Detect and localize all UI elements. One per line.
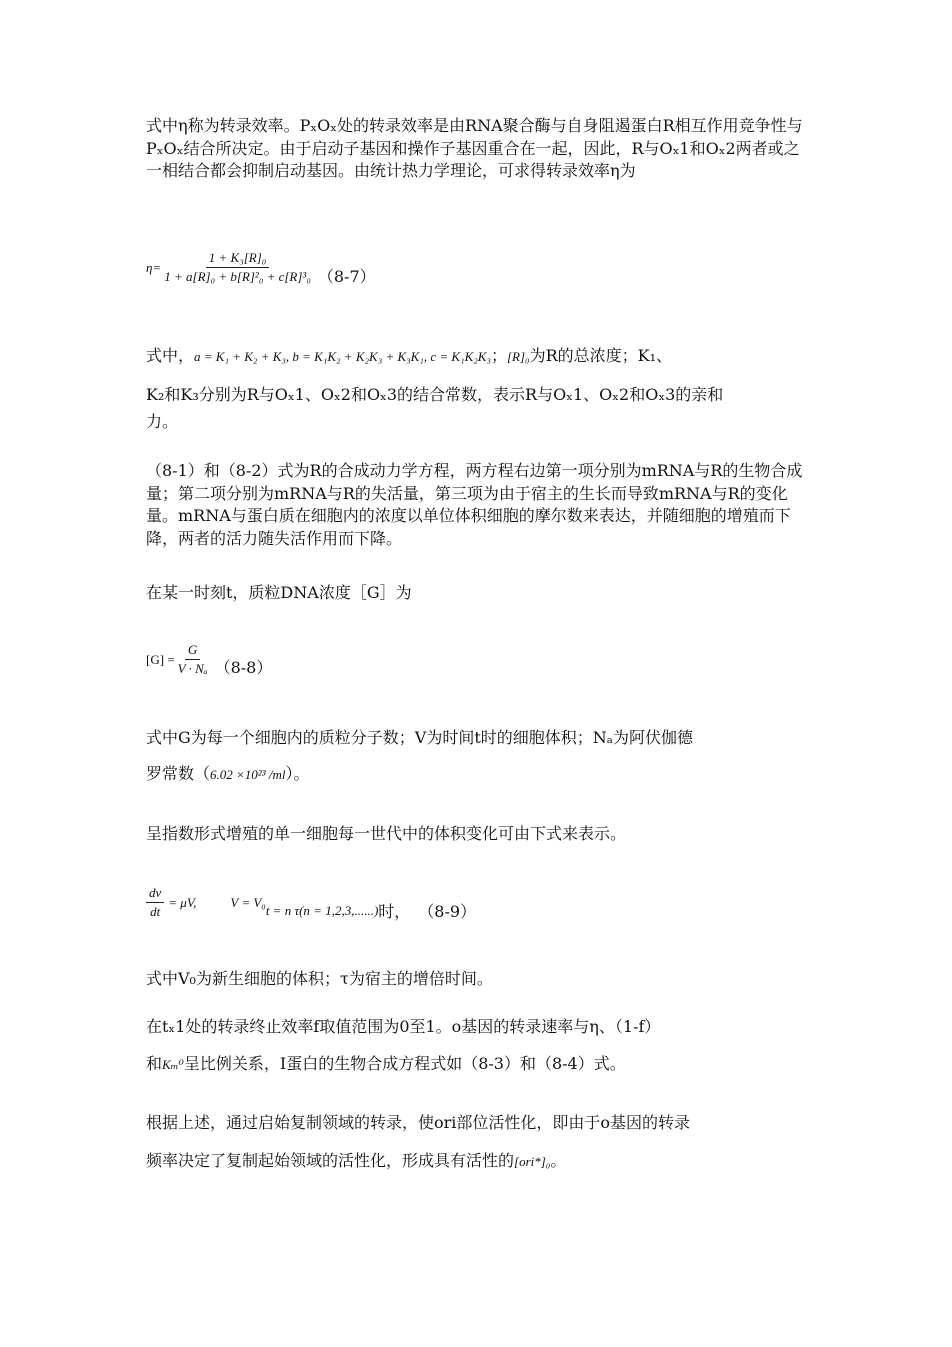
text: 式中，: [146, 346, 195, 365]
eq89-fraction: [146, 885, 164, 920]
paragraph-termination-line1: [146, 1016, 810, 1038]
text: 呈比例关系，I蛋白的生物合成方程式如（8-3）和（8-4）式。: [183, 1054, 626, 1073]
eq88-denominator: V · Nₐ: [177, 661, 208, 676]
eq87-fraction: [161, 250, 314, 285]
paragraph-transcription-efficiency: [146, 115, 810, 183]
text: ；: [490, 346, 507, 365]
text: 式中G为每一个细胞内的质粒分子数；V为时间t时的细胞体积；Nₐ为阿伏伽德: [146, 728, 693, 747]
text: 根据上述，通过启始复制领域的转录，使ori部位活性化，即由于o基因的转录: [146, 1113, 691, 1132]
equation-8-9: [146, 883, 476, 922]
eq89-suffix: 时，: [378, 902, 411, 921]
paragraph-kinetics: [146, 460, 810, 550]
paragraph-symbols-line2: [146, 763, 810, 786]
paragraph-plasmid-concentration: [146, 582, 810, 604]
text: 。: [550, 1151, 567, 1170]
text: 和: [146, 1054, 163, 1073]
paragraph-text: 式中η称为转录效率。PₓOₓ处的转录效率是由RNA聚合酶与自身阻遏蛋白R相互作用竞争性与PₓOₓ结合所决定。由于启动子基因和操作子基因重合在一起，因此，R与Oₓ1和Oₓ2两者或之一相结合都会抑制启动基因。由统计热力学理论，可求得转录效率η为: [146, 116, 803, 180]
paragraph-symbols-line1: [146, 727, 810, 749]
eq88-numerator: G: [185, 642, 200, 660]
constants-formula: a = K₁ + K₂ + K₃, b = K₁K₂ + K₂K₃ + K₃K₁, c = K₁K₂K₃: [194, 349, 491, 364]
paragraph-replication-line1: [146, 1112, 810, 1134]
text: 在tₓ1处的转录终止效率f取值范围为0至1。o基因的转录速率与η、（1-f）: [146, 1017, 661, 1036]
text: 为R的总浓度；K₁、: [529, 346, 673, 365]
paragraph-newborn-volume: [146, 968, 810, 990]
eq87-numerator: 1 + K₃[R]₀: [206, 250, 270, 268]
ori-formula: [ori*]₀: [514, 1154, 551, 1169]
eq87-denominator: 1 + a[R]₀ + b[R]²₀ + c[R]³₀: [164, 269, 311, 284]
paragraph-text: 在某一时刻t，质粒DNA浓度［G］为: [146, 583, 412, 602]
km0-formula: Kₘ⁰: [162, 1057, 184, 1072]
equation-8-7: [146, 248, 376, 287]
text: 罗常数（: [146, 764, 211, 783]
eq89-label: （8-9）: [418, 902, 477, 921]
paragraph-constants-line1: [146, 345, 810, 368]
paragraph-text: 式中V₀为新生细胞的体积；τ为宿主的增倍时间。: [146, 969, 493, 988]
paragraph-termination-line2: [146, 1053, 810, 1076]
equation-8-8: [146, 641, 272, 678]
text: 频率决定了复制起始领域的活性化，形成具有活性的: [146, 1151, 515, 1170]
eq89-denominator: dt: [150, 904, 161, 919]
eq87-lhs: η=: [146, 259, 162, 275]
text: ）。: [285, 764, 310, 783]
avogadro-formula: 6.02 ×10²³ /ml: [210, 767, 286, 782]
eq87-label: （8-7）: [317, 267, 376, 286]
eq89-rhs2: V = V₀: [230, 894, 266, 910]
eq88-fraction: [175, 642, 211, 677]
text: 力。: [146, 412, 179, 431]
text: K₂和K₃分别为R与Oₓ1、Oₓ2和Oₓ3的结合常数，表示R与Oₓ1、Oₓ2和Oₓ3的亲和: [146, 385, 724, 404]
paragraph-text: （8-1）和（8-2）式为R的合成动力学方程，两方程右边第一项分别为mRNA与R的生物合成量；第二项分别为mRNA与R的失活量，第三项为由于宿主的生长而导致mRNA与R的变化量。mRNA与蛋白质在细胞内的浓度以单位体积细胞的摩尔数来表达，并随细胞的增殖而下降，两者的活力随失活作用而下降。: [146, 461, 803, 548]
eq88-lhs: [G] =: [146, 651, 175, 667]
eq89-condition: t = n τ(n = 1,2,3,......): [265, 902, 379, 918]
paragraph-constants-line2: [146, 384, 810, 406]
paragraph-replication-line2: [146, 1150, 810, 1173]
eq89-rhs1: = μV,: [168, 894, 197, 910]
r0-formula: [R]₀: [507, 349, 530, 364]
paragraph-exponential-growth: [146, 823, 810, 845]
paragraph-text: 呈指数形式增殖的单一细胞每一世代中的体积变化可由下式来表示。: [146, 824, 627, 843]
eq89-numerator: dv: [146, 885, 164, 903]
paragraph-constants-line3: [146, 411, 810, 433]
eq88-label: （8-8）: [214, 658, 273, 677]
